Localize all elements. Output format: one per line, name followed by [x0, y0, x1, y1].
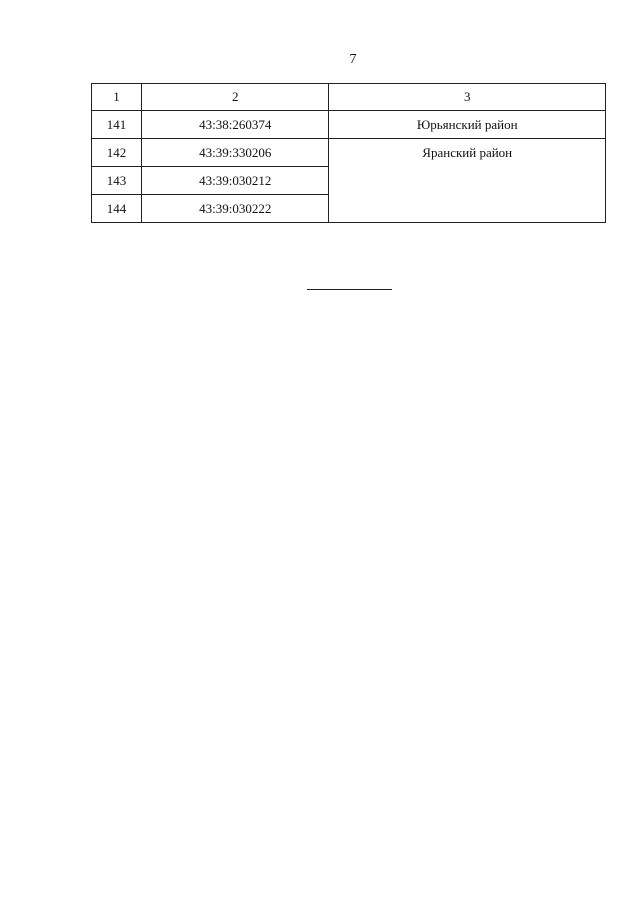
cadastral-number: 43:39:030222	[142, 195, 329, 223]
district-name: Яранский район	[329, 139, 606, 223]
table-row	[92, 111, 606, 139]
row-number: 144	[92, 195, 142, 223]
table-row	[92, 139, 606, 167]
row-number: 142	[92, 139, 142, 167]
district-name: Юрьянский район	[329, 111, 606, 139]
cadastral-table	[91, 83, 606, 223]
header-cell-1: 1	[92, 84, 142, 111]
page-number: 7	[349, 52, 357, 67]
header-cell-2: 2	[142, 84, 329, 111]
cadastral-number: 43:39:330206	[142, 139, 329, 167]
cadastral-number: 43:39:030212	[142, 167, 329, 195]
row-number: 141	[92, 111, 142, 139]
cadastral-number: 43:38:260374	[142, 111, 329, 139]
header-cell-3: 3	[329, 84, 606, 111]
table-header-row	[92, 84, 606, 111]
row-number: 143	[92, 167, 142, 195]
end-of-document-rule	[307, 289, 392, 290]
